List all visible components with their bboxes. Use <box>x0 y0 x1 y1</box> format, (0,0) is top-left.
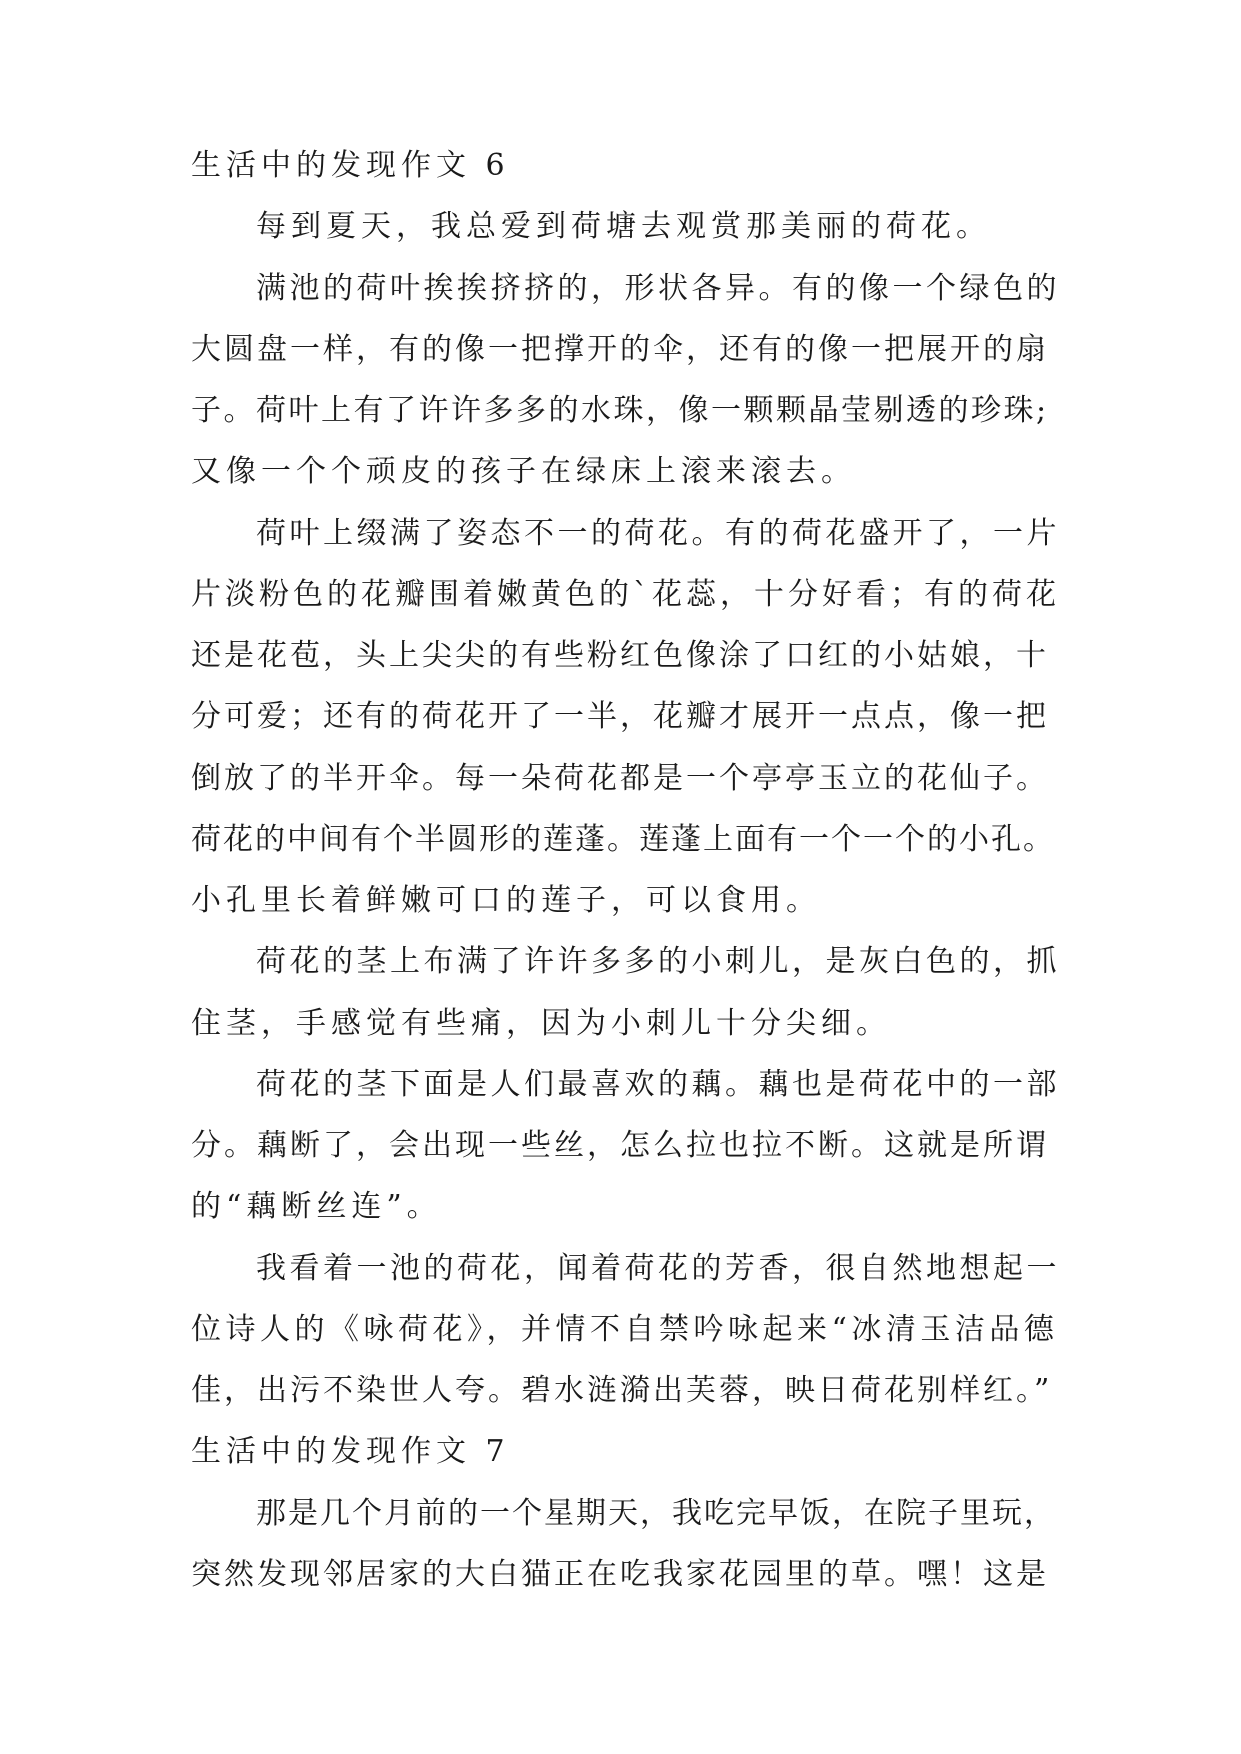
paragraph-line: 荷叶上缀满了姿态不一的荷花。有的荷花盛开了，一片 <box>256 516 1060 551</box>
paragraph-line: 大圆盘一样，有的像一把撑开的伞，还有的像一把展开的扇 <box>191 332 1049 367</box>
paragraph-line: 佳，出污不染世人夸。碧水涟漪出芙蓉，映日荷花别样红。” <box>191 1373 1053 1408</box>
paragraph-line: 荷花的中间有个半圆形的莲蓬。莲蓬上面有一个一个的小孔。 <box>191 822 1055 857</box>
paragraph-line: 倒放了的半开伞。每一朵荷花都是一个亭亭玉立的花仙子。 <box>191 761 1049 796</box>
paragraph-line: 片淡粉色的花瓣围着嫩黄色的`花蕊，十分好看；有的荷花 <box>191 577 1060 612</box>
paragraph-line: 住茎，手感觉有些痛，因为小刺儿十分尖细。 <box>191 1006 891 1041</box>
paragraph-line: 子。荷叶上有了许许多多的水珠，像一颗颗晶莹剔透的珍珠; <box>191 393 1049 428</box>
paragraph-line: 满池的荷叶挨挨挤挤的，形状各异。有的像一个绿色的 <box>256 271 1060 306</box>
paragraph-line: 荷花的茎下面是人们最喜欢的藕。藕也是荷花中的一部 <box>256 1067 1060 1102</box>
paragraph-line: 我看着一池的荷花，闻着荷花的芳香，很自然地想起一 <box>256 1251 1060 1286</box>
paragraph-line: 位诗人的《咏荷花》，并情不自禁吟咏起来“冰清玉洁品德 <box>191 1312 1059 1347</box>
paragraph-line: 分。藕断了，会出现一些丝，怎么拉也拉不断。这就是所谓 <box>191 1128 1049 1163</box>
paragraph-line: 荷花的茎上布满了许许多多的小刺儿，是灰白色的，抓 <box>256 944 1060 979</box>
paragraph-line: 分可爱；还有的荷花开了一半，花瓣才展开一点点，像一把 <box>191 699 1049 734</box>
paragraph-line: 还是花苞，头上尖尖的有些粉红色像涂了口红的小姑娘，十 <box>191 638 1049 673</box>
essay-title: 生活中的发现作文 7 <box>191 1434 510 1469</box>
essay-title: 生活中的发现作文 6 <box>191 148 510 183</box>
paragraph-line: 那是几个月前的一个星期天，我吃完早饭，在院子里玩， <box>256 1496 1056 1531</box>
paragraph-line: 小孔里长着鲜嫩可口的莲子，可以食用。 <box>191 883 821 918</box>
paragraph-line: 突然发现邻居家的大白猫正在吃我家花园里的草。嘿！这是 <box>191 1557 1049 1592</box>
paragraph-line: 每到夏天，我总爱到荷塘去观赏那美丽的荷花。 <box>256 209 991 244</box>
paragraph-line: 又像一个个顽皮的孩子在绿床上滚来滚去。 <box>191 454 856 489</box>
paragraph-line: 的“藕断丝连”。 <box>191 1189 442 1224</box>
